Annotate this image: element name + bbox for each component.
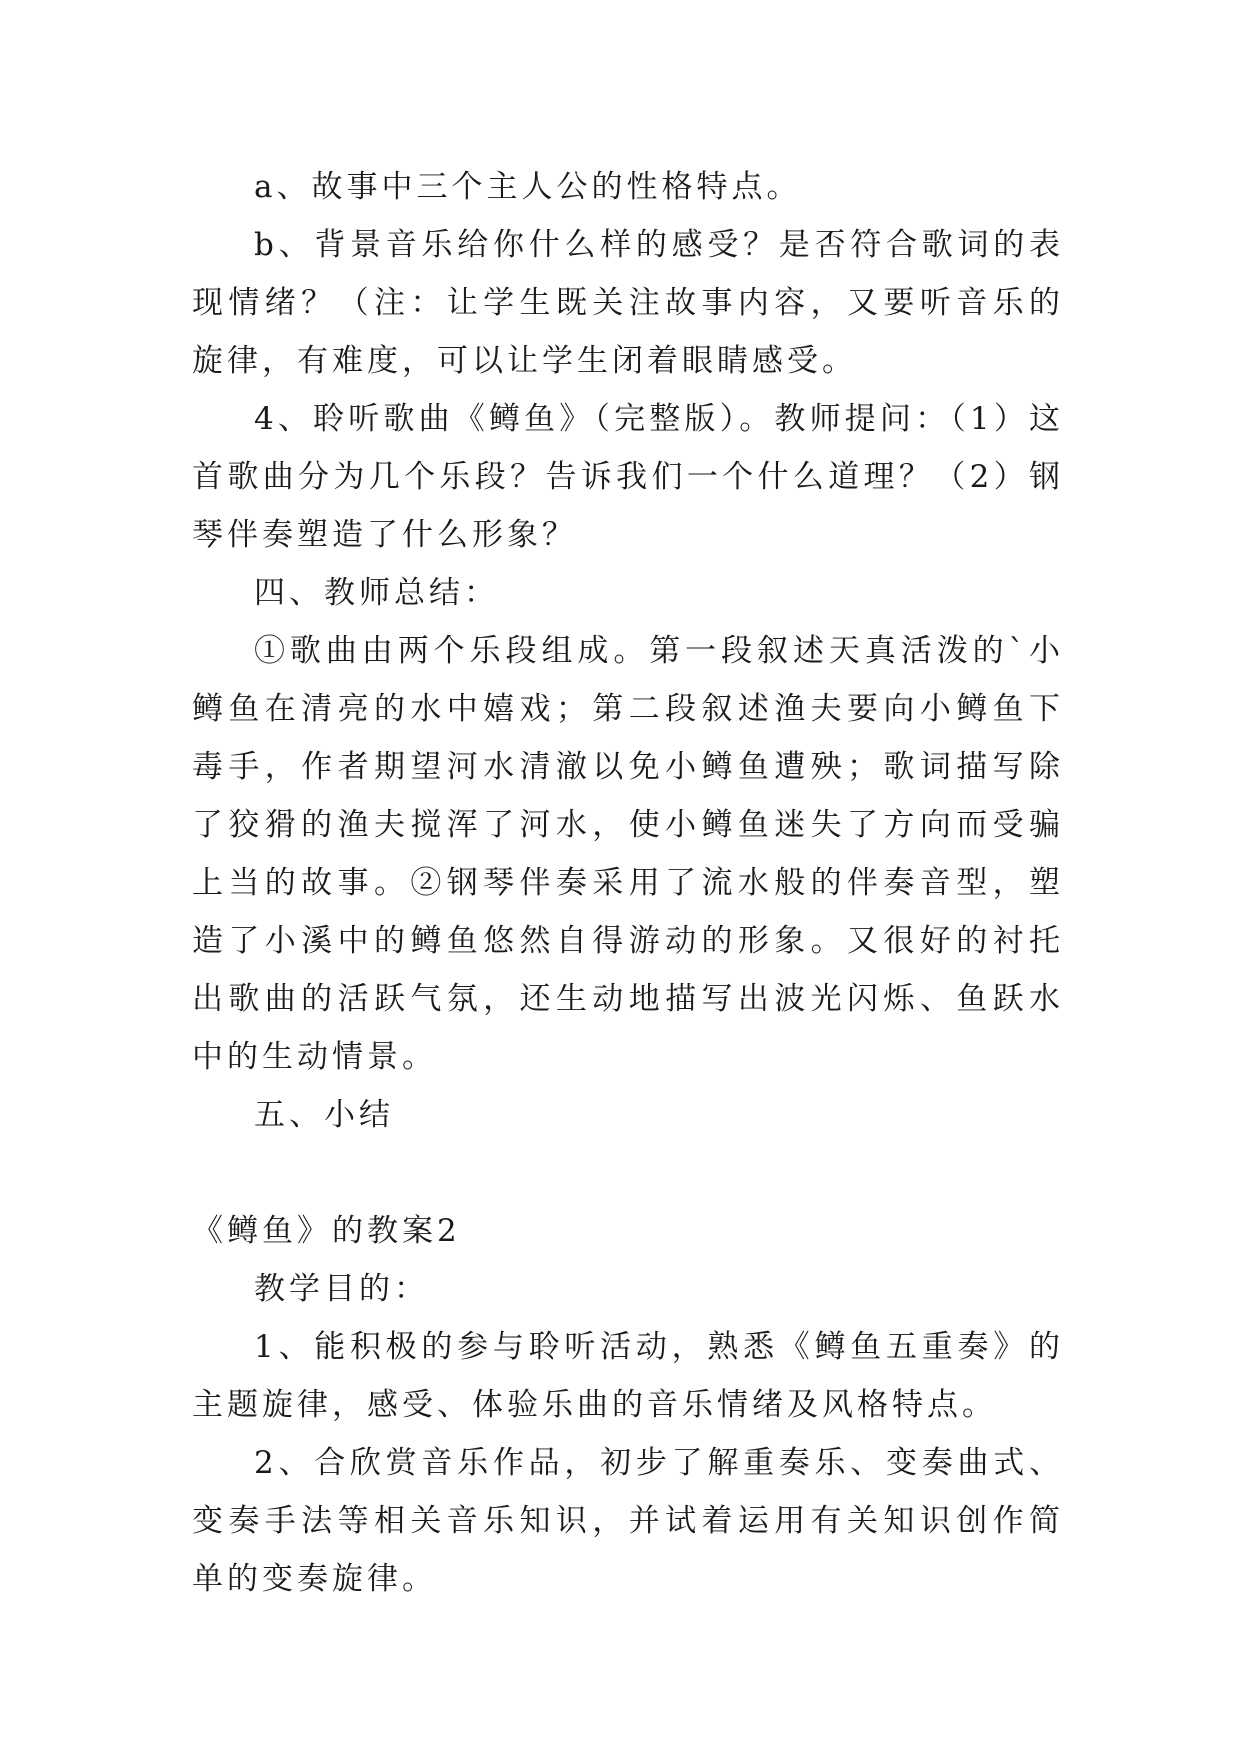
paragraph-a: a、故事中三个主人公的性格特点。 (254, 169, 802, 205)
paragraph-b: b、背景音乐给你什么样的感受？是否符合歌词的表现情绪？（注：让学生既关注故事内容，又要听音乐的旋律，有难度，可以让学生闭着眼睛感受。 (192, 227, 1064, 379)
teacher-summary: ①歌曲由两个乐段组成。第一段叙述天真活泼的`小鳟鱼在清亮的水中嬉戏；第二段叙述渔夫要向小鳟鱼下毒手，作者期望河水清澈以免小鳟鱼遭殃；歌词描写除了狡猾的渔夫搅浑了河水，使小鳟鱼迷失了方向而受骗上当的故事。②钢琴伴奏采用了流水般的伴奏音型，塑造了小溪中的鳟鱼悠然自得游动的形象。又很好的衬托出歌曲的活跃气氛，还生动地描写出波光闪烁、鱼跃水中的生动情景。 (192, 633, 1064, 1075)
goal-1: 1、能积极的参与聆听活动，熟悉《鳟鱼五重奏》的主题旋律，感受、体验乐曲的音乐情绪及风格特点。 (192, 1329, 1064, 1423)
section-5-heading: 五、小结 (254, 1097, 394, 1133)
paragraph-4: 4、聆听歌曲《鳟鱼》（完整版）。教师提问：（1）这首歌曲分为几个乐段？告诉我们一个什么道理？（2）钢琴伴奏塑造了什么形象？ (192, 401, 1064, 553)
document-body (192, 158, 1064, 1608)
section-4-heading: 四、教师总结： (254, 575, 499, 611)
teaching-goals-heading: 教学目的： (254, 1271, 429, 1307)
lesson-plan-2-title: 《鳟鱼》的教案2 (192, 1213, 461, 1249)
goal-2: 2、合欣赏音乐作品，初步了解重奏乐、变奏曲式、变奏手法等相关音乐知识，并试着运用有关知识创作简单的变奏旋律。 (192, 1445, 1064, 1597)
